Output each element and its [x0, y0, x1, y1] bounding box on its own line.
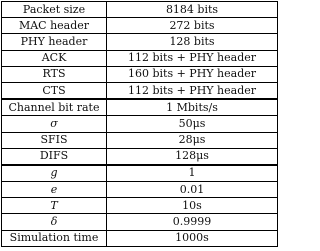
table-row: [2, 148, 278, 165]
param-value: 128μs: [107, 148, 278, 165]
param-name: σ: [2, 116, 107, 132]
param-name: Channel bit rate: [2, 99, 107, 116]
param-name: Simulation time: [2, 230, 107, 246]
table-row: [2, 182, 278, 198]
table-group-packet: [2, 2, 278, 100]
param-value: 0.9999: [107, 214, 278, 230]
param-name: ACK: [2, 50, 107, 66]
table-row: [2, 82, 278, 99]
simulation-parameters-table: [1, 1, 278, 247]
param-name: δ: [2, 214, 107, 230]
param-value: 128 bits: [107, 34, 278, 50]
table-row: [2, 230, 278, 246]
table-row: [2, 34, 278, 50]
table-group-model: [2, 165, 278, 246]
table-row: [2, 116, 278, 132]
table-row: [2, 165, 278, 182]
param-value: 8184 bits: [107, 2, 278, 18]
param-value: 0.01: [107, 182, 278, 198]
param-name: RTS: [2, 66, 107, 82]
table-row: [2, 214, 278, 230]
table-row: [2, 18, 278, 34]
param-value: 112 bits + PHY header: [107, 82, 278, 99]
table-row: [2, 198, 278, 214]
param-name: MAC header: [2, 18, 107, 34]
table-row: [2, 132, 278, 148]
table-row: [2, 66, 278, 82]
table-row: [2, 50, 278, 66]
param-value: 272 bits: [107, 18, 278, 34]
param-name: PHY header: [2, 34, 107, 50]
param-value: 112 bits + PHY header: [107, 50, 278, 66]
param-name: g: [2, 165, 107, 182]
param-value: 160 bits + PHY header: [107, 66, 278, 82]
param-value: 1000s: [107, 230, 278, 246]
param-value: 1 Mbits/s: [107, 99, 278, 116]
param-value: 50μs: [107, 116, 278, 132]
param-name: e: [2, 182, 107, 198]
table-row: [2, 2, 278, 18]
param-name: DIFS: [2, 148, 107, 165]
param-value: 10s: [107, 198, 278, 214]
param-value: 28μs: [107, 132, 278, 148]
table-row: [2, 99, 278, 116]
param-value: 1: [107, 165, 278, 182]
param-name: CTS: [2, 82, 107, 99]
param-name: SFIS: [2, 132, 107, 148]
table-group-channel: [2, 99, 278, 165]
param-name: Packet size: [2, 2, 107, 18]
param-name: T: [2, 198, 107, 214]
